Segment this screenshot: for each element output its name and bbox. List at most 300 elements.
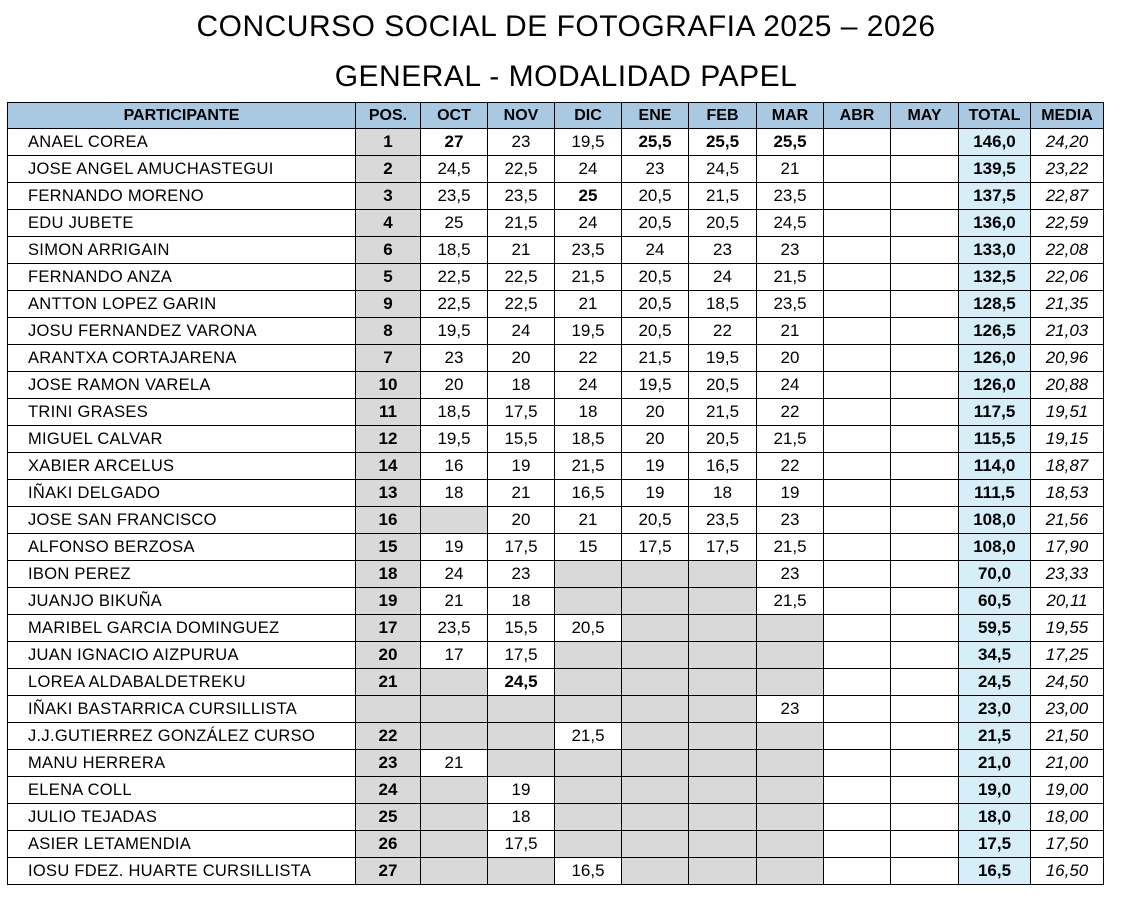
media-cell: 20,88	[1031, 372, 1104, 399]
position-cell: 13	[356, 480, 421, 507]
position-cell: 5	[356, 264, 421, 291]
position-cell: 16	[356, 507, 421, 534]
media-cell: 21,50	[1031, 723, 1104, 750]
score-cell-feb: 21,5	[689, 399, 757, 426]
score-cell-nov: 18	[488, 372, 555, 399]
score-cell-may	[891, 804, 959, 831]
score-cell-nov: 22,5	[488, 264, 555, 291]
table-row	[8, 129, 1104, 156]
score-cell-mar: 21,5	[757, 426, 824, 453]
score-cell-abr	[824, 534, 891, 561]
score-cell-may	[891, 588, 959, 615]
score-cell-abr	[824, 426, 891, 453]
media-cell: 24,50	[1031, 669, 1104, 696]
total-cell: 21,5	[959, 723, 1031, 750]
score-cell-abr	[824, 642, 891, 669]
score-cell-ene: 20,5	[622, 291, 689, 318]
participant-name: ARANTXA CORTAJARENA	[8, 345, 356, 372]
position-cell: 3	[356, 183, 421, 210]
score-cell-dic	[555, 642, 622, 669]
table-row	[8, 237, 1104, 264]
score-cell-mar	[757, 831, 824, 858]
score-cell-feb: 22	[689, 318, 757, 345]
score-cell-feb: 20,5	[689, 372, 757, 399]
score-cell-mar: 21	[757, 318, 824, 345]
score-cell-oct	[421, 804, 488, 831]
score-cell-abr	[824, 615, 891, 642]
score-cell-mar: 21	[757, 156, 824, 183]
score-cell-oct: 19,5	[421, 426, 488, 453]
score-cell-oct	[421, 507, 488, 534]
score-cell-ene	[622, 615, 689, 642]
position-cell: 22	[356, 723, 421, 750]
table-row	[8, 615, 1104, 642]
score-cell-mar	[757, 723, 824, 750]
score-cell-dic: 22	[555, 345, 622, 372]
table-row	[8, 561, 1104, 588]
score-cell-nov	[488, 723, 555, 750]
score-cell-nov: 21,5	[488, 210, 555, 237]
participant-name: ANAEL COREA	[8, 129, 356, 156]
media-cell: 23,22	[1031, 156, 1104, 183]
score-cell-dic	[555, 696, 622, 723]
score-cell-ene	[622, 561, 689, 588]
media-cell: 21,00	[1031, 750, 1104, 777]
column-header-may: MAY	[891, 103, 959, 129]
score-cell-oct: 17	[421, 642, 488, 669]
position-cell: 11	[356, 399, 421, 426]
column-header-total: TOTAL	[959, 103, 1031, 129]
score-cell-may	[891, 372, 959, 399]
total-cell: 115,5	[959, 426, 1031, 453]
score-cell-dic: 23,5	[555, 237, 622, 264]
total-cell: 23,0	[959, 696, 1031, 723]
score-cell-mar: 23	[757, 507, 824, 534]
participant-name: XABIER ARCELUS	[8, 453, 356, 480]
score-cell-abr	[824, 858, 891, 885]
position-cell: 6	[356, 237, 421, 264]
score-cell-oct: 23,5	[421, 183, 488, 210]
total-cell: 70,0	[959, 561, 1031, 588]
score-cell-abr	[824, 183, 891, 210]
score-cell-mar: 24,5	[757, 210, 824, 237]
score-cell-feb	[689, 669, 757, 696]
score-cell-dic	[555, 777, 622, 804]
position-cell: 25	[356, 804, 421, 831]
participant-name: FERNANDO ANZA	[8, 264, 356, 291]
score-cell-nov: 22,5	[488, 156, 555, 183]
total-cell: 34,5	[959, 642, 1031, 669]
table-row	[8, 480, 1104, 507]
total-cell: 111,5	[959, 480, 1031, 507]
column-header-oct: OCT	[421, 103, 488, 129]
media-cell: 18,87	[1031, 453, 1104, 480]
media-cell: 17,25	[1031, 642, 1104, 669]
score-cell-abr	[824, 156, 891, 183]
participant-name: JOSU FERNANDEZ VARONA	[8, 318, 356, 345]
score-cell-mar: 25,5	[757, 129, 824, 156]
score-cell-feb	[689, 750, 757, 777]
table-row	[8, 291, 1104, 318]
score-cell-ene	[622, 723, 689, 750]
total-cell: 24,5	[959, 669, 1031, 696]
position-cell: 15	[356, 534, 421, 561]
score-cell-oct: 19,5	[421, 318, 488, 345]
total-cell: 17,5	[959, 831, 1031, 858]
score-cell-mar: 19	[757, 480, 824, 507]
column-header-mar: MAR	[757, 103, 824, 129]
total-cell: 146,0	[959, 129, 1031, 156]
score-cell-mar	[757, 777, 824, 804]
table-body	[8, 129, 1104, 885]
table-row	[8, 750, 1104, 777]
score-cell-dic: 18,5	[555, 426, 622, 453]
score-cell-nov: 23	[488, 561, 555, 588]
score-cell-nov: 18	[488, 804, 555, 831]
score-cell-ene: 25,5	[622, 129, 689, 156]
media-cell: 22,08	[1031, 237, 1104, 264]
score-cell-dic: 15	[555, 534, 622, 561]
page-title: CONCURSO SOCIAL DE FOTOGRAFIA 2025 – 2026	[196, 10, 936, 43]
score-cell-oct	[421, 669, 488, 696]
score-cell-may	[891, 615, 959, 642]
total-cell: 126,5	[959, 318, 1031, 345]
score-cell-ene: 20,5	[622, 183, 689, 210]
score-cell-may	[891, 561, 959, 588]
score-cell-dic: 19,5	[555, 318, 622, 345]
score-cell-may	[891, 858, 959, 885]
score-cell-mar: 23,5	[757, 291, 824, 318]
score-cell-feb: 17,5	[689, 534, 757, 561]
table-row	[8, 264, 1104, 291]
score-cell-abr	[824, 372, 891, 399]
score-cell-abr	[824, 291, 891, 318]
score-cell-nov	[488, 750, 555, 777]
table-row	[8, 534, 1104, 561]
score-cell-dic: 18	[555, 399, 622, 426]
score-cell-oct: 24,5	[421, 156, 488, 183]
score-cell-nov: 19	[488, 453, 555, 480]
position-cell: 9	[356, 291, 421, 318]
score-cell-oct: 22,5	[421, 264, 488, 291]
score-cell-oct: 23	[421, 345, 488, 372]
score-cell-may	[891, 777, 959, 804]
score-cell-nov: 24	[488, 318, 555, 345]
score-cell-ene: 20,5	[622, 507, 689, 534]
position-cell: 4	[356, 210, 421, 237]
participant-name: SIMON ARRIGAIN	[8, 237, 356, 264]
score-cell-ene: 19	[622, 480, 689, 507]
score-cell-abr	[824, 804, 891, 831]
position-cell: 8	[356, 318, 421, 345]
score-cell-oct: 19	[421, 534, 488, 561]
score-cell-may	[891, 237, 959, 264]
score-cell-oct: 24	[421, 561, 488, 588]
score-cell-may	[891, 318, 959, 345]
score-cell-ene: 23	[622, 156, 689, 183]
score-cell-may	[891, 345, 959, 372]
position-cell: 19	[356, 588, 421, 615]
score-cell-nov: 23,5	[488, 183, 555, 210]
score-cell-abr	[824, 345, 891, 372]
score-cell-oct: 16	[421, 453, 488, 480]
total-cell: 136,0	[959, 210, 1031, 237]
score-cell-feb: 24	[689, 264, 757, 291]
total-cell: 108,0	[959, 507, 1031, 534]
score-cell-feb	[689, 777, 757, 804]
participant-name: JOSE SAN FRANCISCO	[8, 507, 356, 534]
score-cell-may	[891, 210, 959, 237]
score-cell-abr	[824, 831, 891, 858]
score-cell-nov: 18	[488, 588, 555, 615]
participant-name: IOSU FDEZ. HUARTE CURSILLISTA	[8, 858, 356, 885]
position-cell: 23	[356, 750, 421, 777]
position-cell	[356, 696, 421, 723]
table-row	[8, 156, 1104, 183]
participant-name: ALFONSO BERZOSA	[8, 534, 356, 561]
position-cell: 18	[356, 561, 421, 588]
table-row	[8, 345, 1104, 372]
media-cell: 19,55	[1031, 615, 1104, 642]
position-cell: 21	[356, 669, 421, 696]
table-row	[8, 669, 1104, 696]
score-cell-ene	[622, 858, 689, 885]
table-row	[8, 210, 1104, 237]
score-cell-may	[891, 831, 959, 858]
column-header-ene: ENE	[622, 103, 689, 129]
score-cell-may	[891, 669, 959, 696]
score-cell-abr	[824, 750, 891, 777]
score-cell-may	[891, 291, 959, 318]
participant-name: EDU JUBETE	[8, 210, 356, 237]
participant-name: ANTTON LOPEZ GARIN	[8, 291, 356, 318]
table-row	[8, 642, 1104, 669]
score-cell-ene: 20	[622, 426, 689, 453]
score-cell-may	[891, 642, 959, 669]
score-cell-abr	[824, 129, 891, 156]
score-cell-abr	[824, 777, 891, 804]
score-cell-abr	[824, 588, 891, 615]
score-cell-dic	[555, 588, 622, 615]
score-cell-mar	[757, 750, 824, 777]
score-cell-oct: 20	[421, 372, 488, 399]
participant-name: JOSE ANGEL AMUCHASTEGUI	[8, 156, 356, 183]
total-cell: 126,0	[959, 372, 1031, 399]
score-cell-oct: 23,5	[421, 615, 488, 642]
score-cell-feb: 19,5	[689, 345, 757, 372]
score-cell-oct: 27	[421, 129, 488, 156]
score-cell-feb: 23,5	[689, 507, 757, 534]
table-row	[8, 723, 1104, 750]
media-cell: 22,06	[1031, 264, 1104, 291]
score-cell-feb	[689, 804, 757, 831]
score-cell-abr	[824, 723, 891, 750]
column-header-pos: POS.	[356, 103, 421, 129]
participant-name: ELENA COLL	[8, 777, 356, 804]
score-cell-nov: 22,5	[488, 291, 555, 318]
score-cell-abr	[824, 264, 891, 291]
score-cell-mar: 21,5	[757, 264, 824, 291]
participant-name: IÑAKI BASTARRICA CURSILLISTA	[8, 696, 356, 723]
participant-name: IÑAKI DELGADO	[8, 480, 356, 507]
table-row	[8, 804, 1104, 831]
score-cell-dic: 24	[555, 156, 622, 183]
score-cell-may	[891, 156, 959, 183]
score-cell-oct	[421, 723, 488, 750]
score-cell-nov: 15,5	[488, 426, 555, 453]
score-cell-feb: 16,5	[689, 453, 757, 480]
score-cell-dic: 16,5	[555, 858, 622, 885]
score-cell-ene	[622, 777, 689, 804]
score-cell-feb: 20,5	[689, 210, 757, 237]
score-cell-oct	[421, 777, 488, 804]
participant-name: JUAN IGNACIO AIZPURUA	[8, 642, 356, 669]
participant-name: MIGUEL CALVAR	[8, 426, 356, 453]
score-cell-ene: 21,5	[622, 345, 689, 372]
total-cell: 126,0	[959, 345, 1031, 372]
score-cell-oct	[421, 831, 488, 858]
media-cell: 20,96	[1031, 345, 1104, 372]
position-cell: 27	[356, 858, 421, 885]
column-header-nov: NOV	[488, 103, 555, 129]
score-cell-nov: 17,5	[488, 399, 555, 426]
score-cell-feb: 20,5	[689, 426, 757, 453]
score-cell-mar: 21,5	[757, 588, 824, 615]
score-cell-mar	[757, 642, 824, 669]
score-cell-may	[891, 723, 959, 750]
score-cell-dic: 25	[555, 183, 622, 210]
score-cell-nov	[488, 696, 555, 723]
position-cell: 1	[356, 129, 421, 156]
score-cell-feb	[689, 723, 757, 750]
score-cell-dic	[555, 669, 622, 696]
score-cell-oct	[421, 696, 488, 723]
score-cell-abr	[824, 453, 891, 480]
score-cell-mar	[757, 669, 824, 696]
score-cell-ene: 24	[622, 237, 689, 264]
score-cell-feb	[689, 642, 757, 669]
column-header-feb: FEB	[689, 103, 757, 129]
score-cell-dic	[555, 831, 622, 858]
score-cell-abr	[824, 696, 891, 723]
score-cell-may	[891, 534, 959, 561]
total-cell: 139,5	[959, 156, 1031, 183]
participant-name: TRINI GRASES	[8, 399, 356, 426]
score-cell-nov: 17,5	[488, 642, 555, 669]
score-cell-dic	[555, 750, 622, 777]
score-cell-nov: 20	[488, 345, 555, 372]
score-cell-feb	[689, 831, 757, 858]
score-cell-may	[891, 453, 959, 480]
score-cell-dic: 19,5	[555, 129, 622, 156]
media-cell: 19,00	[1031, 777, 1104, 804]
score-cell-abr	[824, 237, 891, 264]
score-cell-ene: 20,5	[622, 210, 689, 237]
score-cell-nov	[488, 858, 555, 885]
score-cell-mar: 20	[757, 345, 824, 372]
total-cell: 128,5	[959, 291, 1031, 318]
score-cell-dic: 21	[555, 507, 622, 534]
score-cell-mar: 22	[757, 399, 824, 426]
score-cell-dic: 20,5	[555, 615, 622, 642]
media-cell: 18,53	[1031, 480, 1104, 507]
score-cell-oct: 22,5	[421, 291, 488, 318]
score-cell-ene: 17,5	[622, 534, 689, 561]
ranking-table	[7, 102, 1104, 885]
media-cell: 23,33	[1031, 561, 1104, 588]
score-cell-feb	[689, 561, 757, 588]
score-cell-feb: 25,5	[689, 129, 757, 156]
media-cell: 22,59	[1031, 210, 1104, 237]
score-cell-nov: 21	[488, 237, 555, 264]
position-cell: 7	[356, 345, 421, 372]
score-cell-may	[891, 696, 959, 723]
score-cell-may	[891, 426, 959, 453]
score-cell-mar: 21,5	[757, 534, 824, 561]
media-cell: 21,03	[1031, 318, 1104, 345]
table-row	[8, 183, 1104, 210]
score-cell-ene: 19,5	[622, 372, 689, 399]
participant-name: J.J.GUTIERREZ GONZÁLEZ CURSO	[8, 723, 356, 750]
score-cell-mar	[757, 858, 824, 885]
media-cell: 21,56	[1031, 507, 1104, 534]
position-cell: 26	[356, 831, 421, 858]
score-cell-mar: 23	[757, 237, 824, 264]
score-cell-may	[891, 399, 959, 426]
header-row	[8, 103, 1104, 129]
participant-name: ASIER LETAMENDIA	[8, 831, 356, 858]
score-cell-mar: 23	[757, 696, 824, 723]
column-header-dic: DIC	[555, 103, 622, 129]
position-cell: 17	[356, 615, 421, 642]
total-cell: 133,0	[959, 237, 1031, 264]
score-cell-nov: 24,5	[488, 669, 555, 696]
score-cell-ene	[622, 804, 689, 831]
column-header-media: MEDIA	[1031, 103, 1104, 129]
position-cell: 14	[356, 453, 421, 480]
table-row	[8, 372, 1104, 399]
participant-name: FERNANDO MORENO	[8, 183, 356, 210]
total-cell: 60,5	[959, 588, 1031, 615]
score-cell-feb	[689, 615, 757, 642]
score-cell-feb: 24,5	[689, 156, 757, 183]
column-header-participante: PARTICIPANTE	[8, 103, 356, 129]
score-cell-feb: 18	[689, 480, 757, 507]
score-cell-abr	[824, 507, 891, 534]
media-cell: 23,00	[1031, 696, 1104, 723]
total-cell: 132,5	[959, 264, 1031, 291]
score-cell-feb	[689, 588, 757, 615]
score-cell-oct	[421, 858, 488, 885]
score-cell-may	[891, 750, 959, 777]
score-cell-feb: 21,5	[689, 183, 757, 210]
score-cell-feb	[689, 696, 757, 723]
score-cell-feb: 23	[689, 237, 757, 264]
table-row	[8, 696, 1104, 723]
media-cell: 18,00	[1031, 804, 1104, 831]
score-cell-mar: 23	[757, 561, 824, 588]
score-cell-abr	[824, 399, 891, 426]
participant-name: LOREA ALDABALDETREKU	[8, 669, 356, 696]
participant-name: JOSE RAMON VARELA	[8, 372, 356, 399]
media-cell: 19,51	[1031, 399, 1104, 426]
score-cell-mar	[757, 615, 824, 642]
score-cell-mar	[757, 804, 824, 831]
total-cell: 16,5	[959, 858, 1031, 885]
score-cell-ene: 20,5	[622, 264, 689, 291]
score-cell-nov: 17,5	[488, 831, 555, 858]
total-cell: 108,0	[959, 534, 1031, 561]
